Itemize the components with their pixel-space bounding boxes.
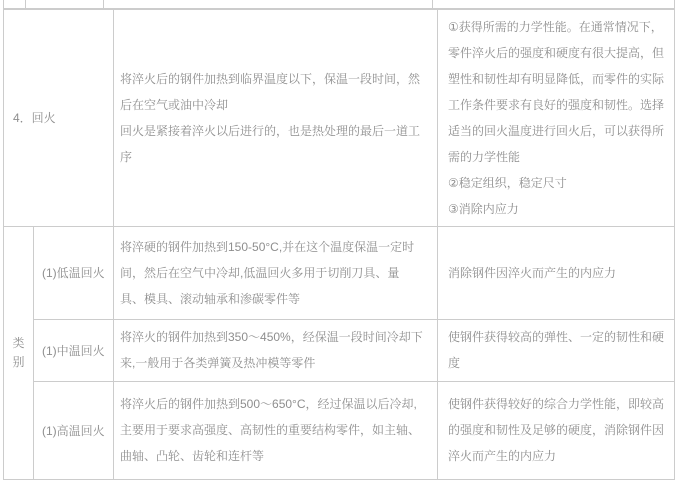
tempering-purpose-item: ③消除内应力 [448,201,519,216]
mid-tempering-process: 将淬火的钢件加热到350～450%，经保温一段时间冷却下来,一般用于各类弹簧及热冲模等零件 [120,330,423,370]
low-tempering-process: 将淬硬的钢件加热到150-50°C,并在这个温度保温一定时间，然后在空气中冷却,低温回火多用于切削刀具、量具、模具、滚动轴承和渗碳零件等 [120,239,415,306]
partial-cell-2 [26,0,104,8]
high-tempering-purpose-cell [438,381,675,479]
partial-cell-4 [433,0,675,8]
mid-tempering-name-cell [34,319,114,381]
high-tempering-process-cell [114,381,438,479]
tempering-purpose-item: ②稳定组织，稳定尺寸 [448,175,567,190]
low-tempering-process-cell [114,226,438,319]
mid-tempering-purpose: 使钢件获得较高的弹性、一定的韧性和硬度 [448,330,665,370]
tempering-main-row [4,9,675,226]
low-tempering-purpose-cell [438,226,675,319]
tempering-title-cell [4,9,114,226]
table-partial-row-top [3,0,675,9]
tempering-process-paragraph: 将淬火后的钢件加热到临界温度以下，保温一段时间，然后在空气或油中冷却 [120,71,421,112]
low-tempering-name: (1)低温回火 [42,266,105,280]
partial-row [4,0,675,8]
low-tempering-row [4,226,675,319]
high-tempering-row [4,381,675,479]
high-tempering-name-cell [34,381,114,479]
category-header-char: 类 [12,335,25,350]
partial-cell-1 [4,0,26,8]
tempering-process-cell [114,9,438,226]
mid-tempering-name: (1)中温回火 [42,343,105,358]
tempering-purpose-cell [438,9,675,226]
tempering-purpose-item: ①获得所需的力学性能。在通常情况下，零件淬火后的强度和硬度有很大提高，但塑性和韧性却有明显降低，而零件的实际工作条件要求有良好的强度和韧性。选择适当的回火温度进行回火后，可以获得所需的力学性能 [448,19,665,164]
low-tempering-purpose: 消除钢件因淬火而产生的内应力 [448,265,617,280]
tempering-title: 4．回火 [13,111,56,125]
high-tempering-name: (1)高温回火 [42,423,105,438]
category-header-cell [4,226,34,479]
partial-cell-3 [104,0,433,8]
mid-tempering-purpose-cell [438,319,675,381]
heat-treatment-table [3,0,675,480]
tempering-process-paragraph: 回火是紧接着淬火以后进行的，也是热处理的最后一道工序 [120,123,421,164]
tempering-table [3,9,675,480]
mid-tempering-row [4,319,675,381]
high-tempering-process: 将淬火后的钢件加热到500～650°C，经过保温以后冷却,主要用于要求高强度、高韧性的重要结构零件，如主轴、曲轴、凸轮、齿轮和连杆等 [120,397,421,463]
mid-tempering-process-cell [114,319,438,381]
category-header-char: 别 [12,354,25,369]
high-tempering-purpose: 使钢件获得较好的综合力学性能，即较高的强度和韧性及足够的硬度，消除钢件因淬火而产生的内应力 [448,397,665,463]
low-tempering-name-cell [34,226,114,319]
